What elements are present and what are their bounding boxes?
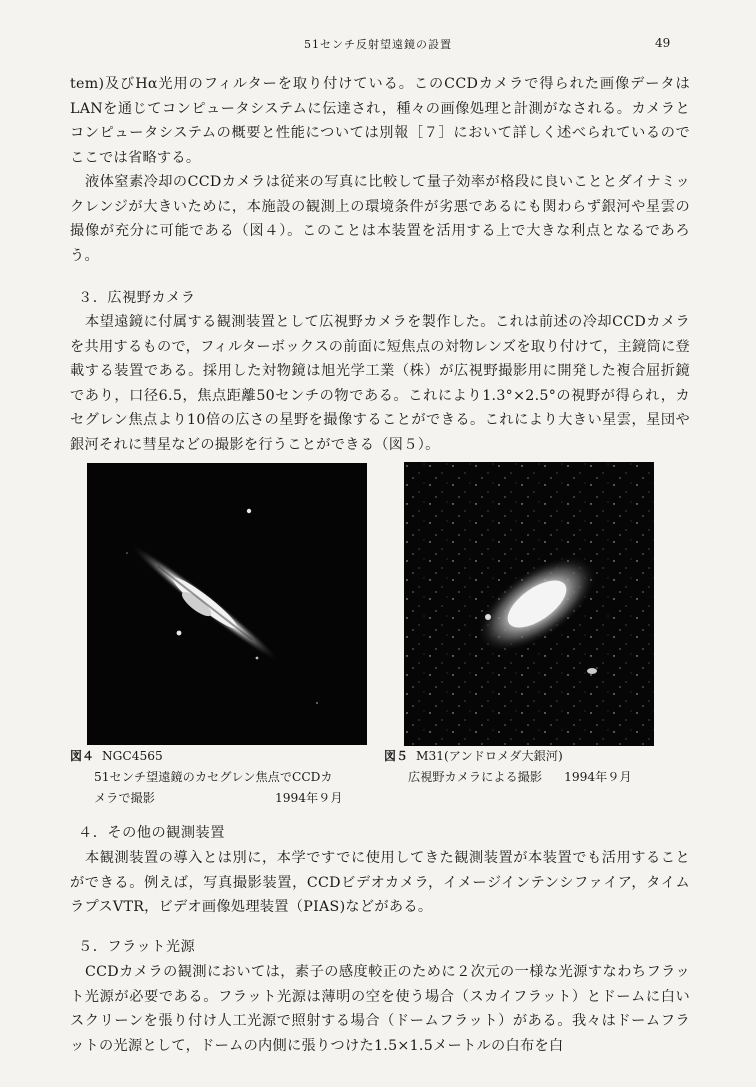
figure-4-title: NGC4565 <box>102 749 163 763</box>
section-heading-5: ５．フラット光源 <box>78 939 196 955</box>
galaxy-m31-photo <box>404 462 654 746</box>
figure-4-date: 1994年９月 <box>274 791 343 805</box>
figure-5-image <box>404 462 654 746</box>
paragraph-5: CCDカメラの観測においては，素子の感度較正のために２次元の一様な光源すなわちフラット光源が必要である。フラット光源は薄明の空を使う場合（スカイフラット）とドームに白いスクリーンを張り付け人工光源で照射する場合（ドームフラット）がある。我々はドームフラットの光源として，ドームの内側に張りつけた1.5×1.5メートルの白布を白 <box>70 964 690 1054</box>
figure-5-title: M31(アンドロメダ大銀河) <box>416 749 563 763</box>
paragraph-3: 本望遠鏡に付属する観測装置として広視野カメラを製作した。これは前述の冷却CCDカメラを共用するもので，フィルターボックスの前面に短焦点の対物レンズを取り付けて，主鏡筒に登載する装置である。採用した対物鏡は旭光学工業（株）が広視野撮影用に開発した複合屈折鏡であり，口径6.5，焦点距離50センチの物である。これにより1.3°×2.5°の視野が得られ，カセグレン焦点より10倍の広さの星野を撮像することができる。これにより大きい星雲，星団や銀河それに彗星などの撮影を行うことができる（図５）。 <box>70 314 690 453</box>
figure-5-line-1: 広視野カメラによる撮影 <box>408 770 543 784</box>
running-title: 51センチ反射望遠鏡の設置 <box>304 38 452 51</box>
galaxy-ngc4565-photo <box>87 463 367 745</box>
figure-4-number: 図４ <box>70 749 95 763</box>
paragraph-2: 液体窒素冷却のCCDカメラは従来の写真に比較して量子効率が格段に良いこととダイナミックレンジが大きいために，本施設の観測上の環境条件が劣悪であるにも関わらず銀河や星雲の撮像が充分に可能である（図４）。このことは本装置を活用する上で大きな利点となるであろう。 <box>70 174 690 264</box>
figure-4-line-2: メラで撮影 <box>94 791 155 805</box>
figure-4-line-1: 51センチ望遠鏡のカセグレン焦点でCCDカ <box>94 770 333 784</box>
paragraph-1: tem)及びHα光用のフィルターを取り付けている。このCCDカメラで得られた画像データはLANを通じてコンピュータシステムに伝達され，種々の画像処理と計測がなされる。カメラとコンピュータシステムの概要と性能については別報［７］において詳しく述べられているのでここでは省略する。 <box>70 76 690 166</box>
paragraph-4: 本観測装置の導入とは別に，本学ですでに使用してきた観測装置が本装置でも活用することができる。例えば，写真撮影装置，CCDビデオカメラ，イメージインテンシファイア，タイムラプスVTR，ビデオ画像処理装置（PIAS)などがある。 <box>70 850 690 915</box>
section-heading-4: ４．その他の観測装置 <box>78 825 225 841</box>
figure-5-number: 図５ <box>384 749 409 763</box>
figure-5-date: 1994年９月 <box>564 770 632 784</box>
figure-5-caption <box>384 746 684 788</box>
section-heading-3: ３．広視野カメラ <box>78 290 196 306</box>
figure-4-caption <box>70 746 380 809</box>
page-number: 49 <box>655 36 671 50</box>
figure-4-image <box>87 463 367 745</box>
